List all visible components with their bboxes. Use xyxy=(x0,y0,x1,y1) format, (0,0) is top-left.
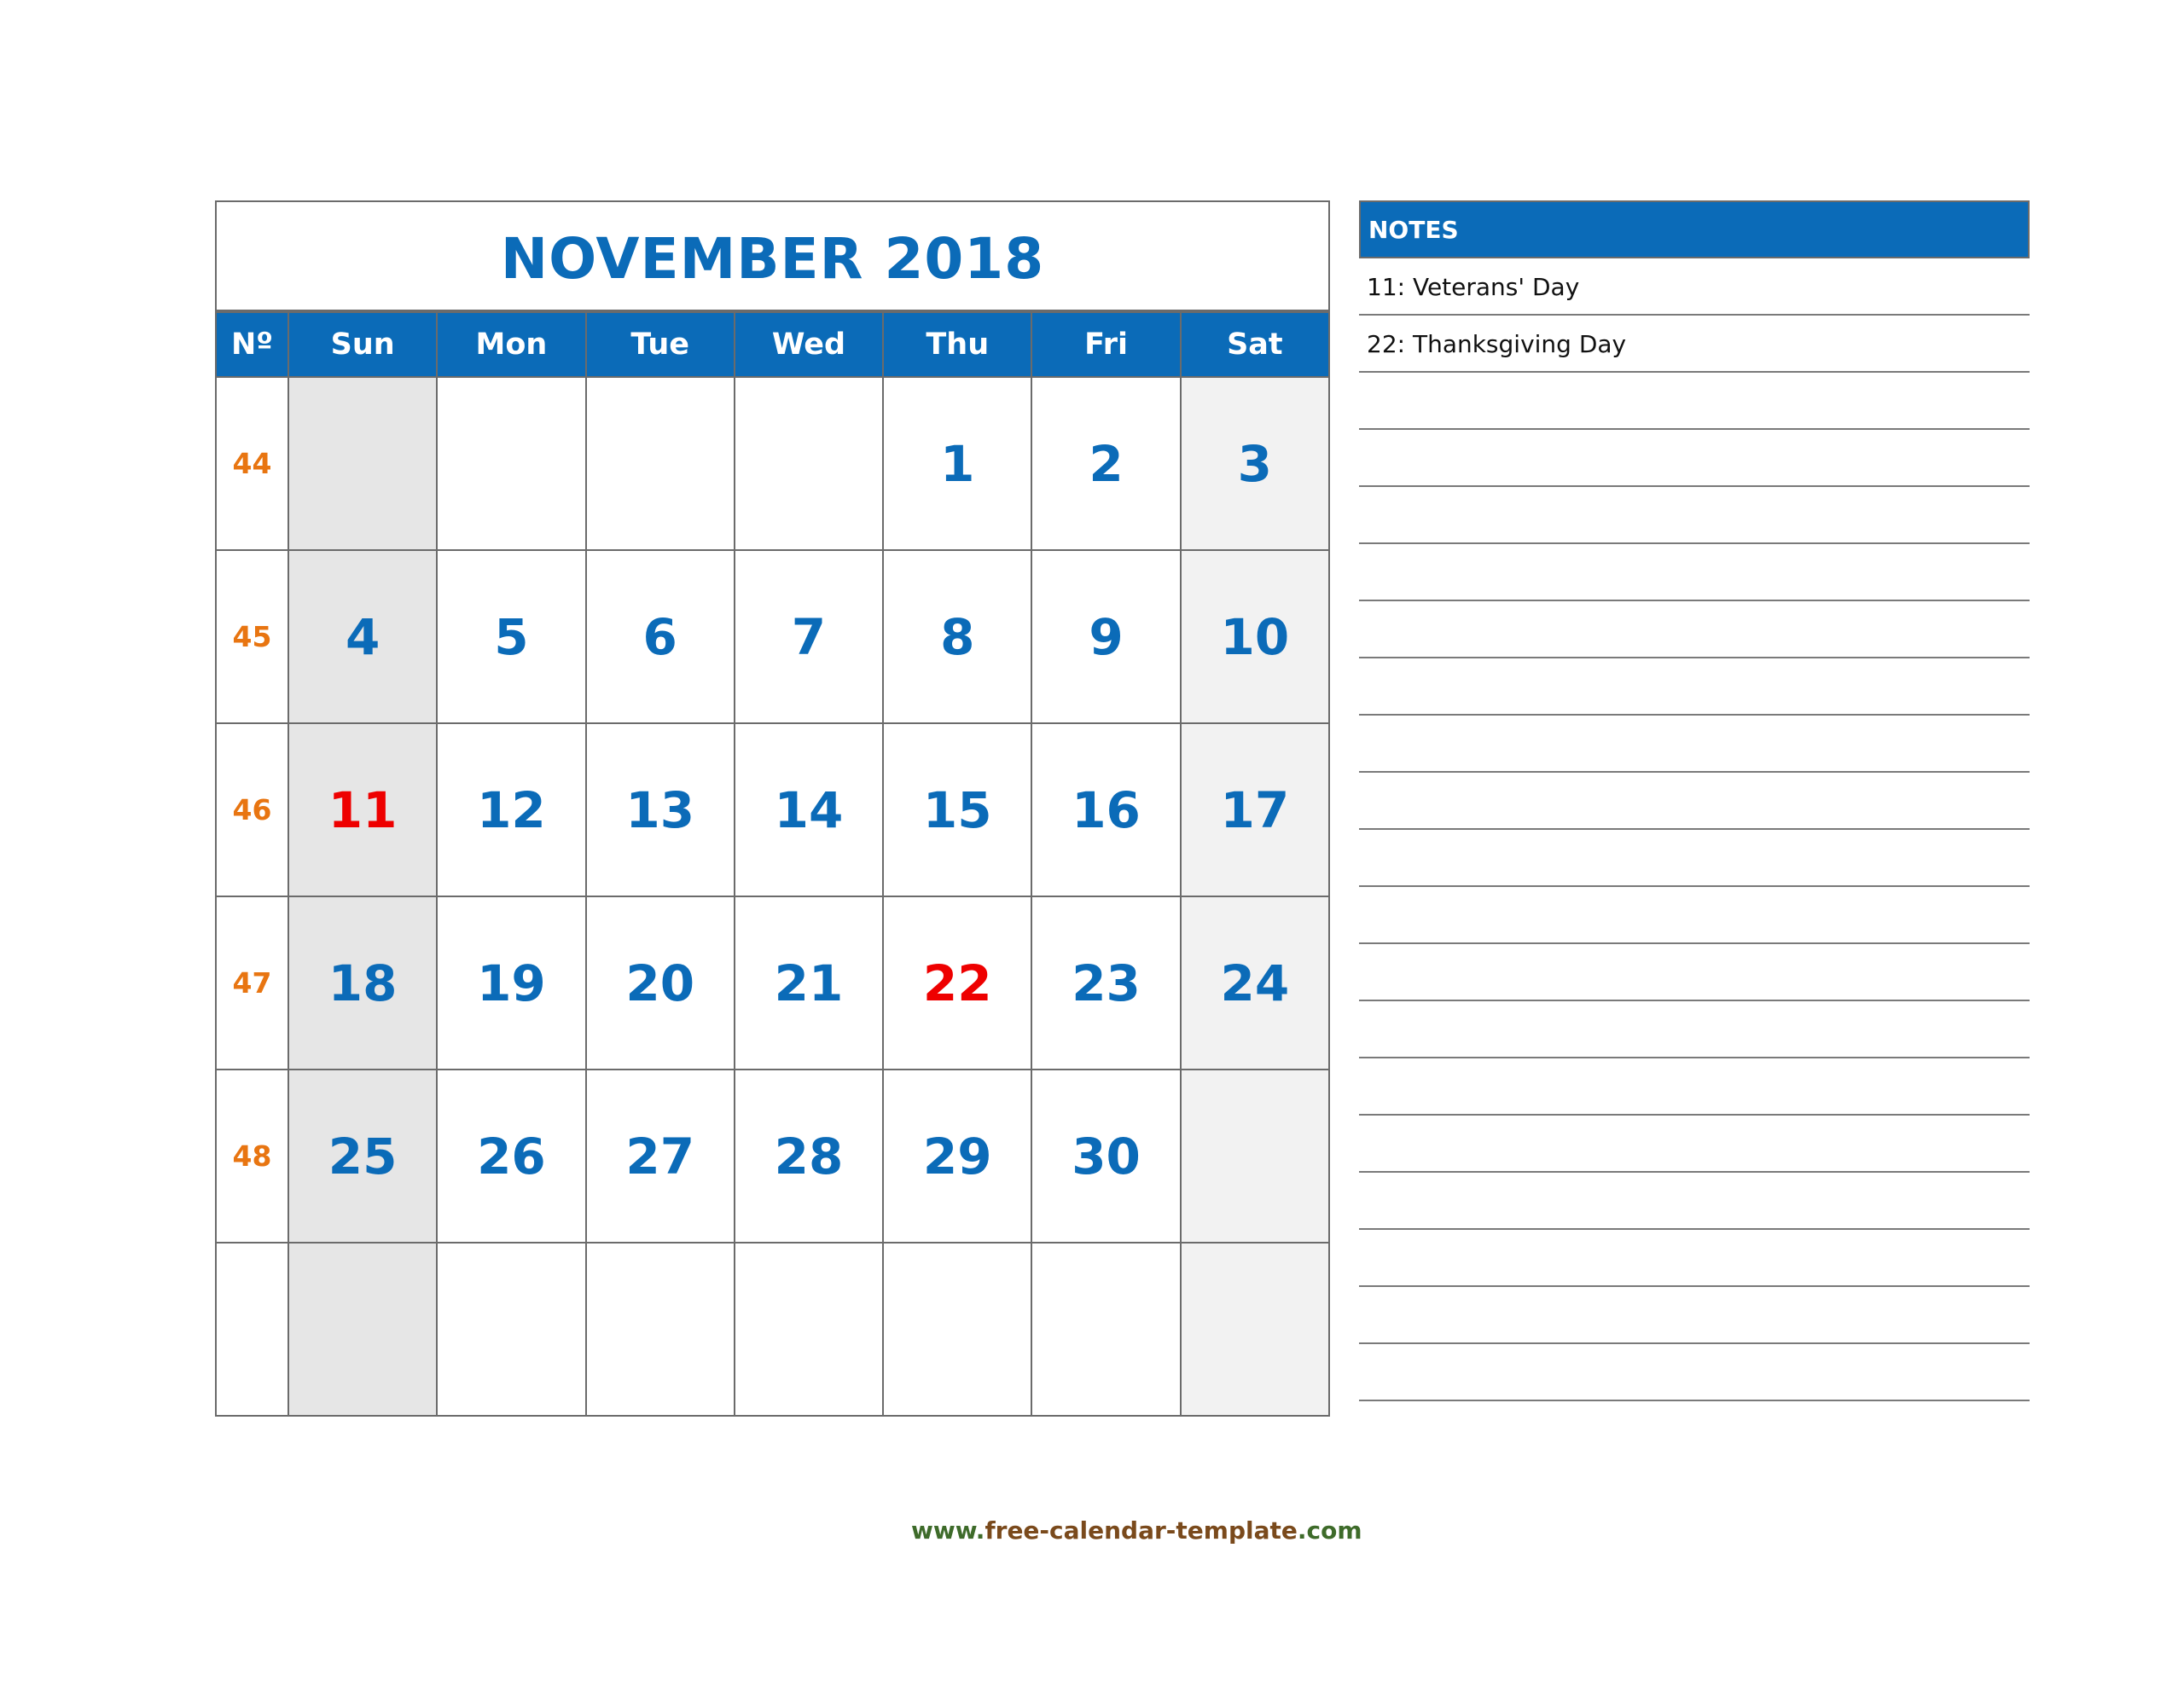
footer-url[interactable] xyxy=(911,1516,1362,1545)
note-line[interactable] xyxy=(1359,773,2030,830)
week-number xyxy=(216,1243,288,1416)
note-line[interactable] xyxy=(1359,1001,2030,1058)
note-line[interactable] xyxy=(1359,1173,2030,1230)
notes-header: NOTES xyxy=(1359,200,2030,258)
day-cell-wed: 21 xyxy=(735,896,883,1070)
day-cell-mon: 19 xyxy=(437,896,585,1070)
day-cell-thu: 22 xyxy=(883,896,1031,1070)
weekday-header-wed: Wed xyxy=(735,311,883,377)
day-cell-tue: 20 xyxy=(586,896,735,1070)
note-line[interactable] xyxy=(1359,944,2030,1001)
day-cell-thu: 8 xyxy=(883,550,1031,723)
day-cell-thu: 1 xyxy=(883,377,1031,550)
week-row xyxy=(216,723,1329,896)
week-number-header: Nº xyxy=(216,311,288,377)
week-row xyxy=(216,550,1329,723)
day-cell-sat: 24 xyxy=(1181,896,1329,1070)
week-number: 47 xyxy=(216,896,288,1070)
footer-url-suffix: .com xyxy=(1297,1516,1362,1545)
footer-url-prefix: www. xyxy=(911,1516,985,1545)
day-cell-mon: 5 xyxy=(437,550,585,723)
notes-lines xyxy=(1359,258,2030,1401)
day-cell-mon xyxy=(437,1243,585,1416)
weekday-header-fri: Fri xyxy=(1031,311,1180,377)
calendar-grid xyxy=(215,310,1330,1417)
day-cell-sat: 17 xyxy=(1181,723,1329,896)
day-cell-fri: 23 xyxy=(1031,896,1180,1070)
note-line[interactable] xyxy=(1359,716,2030,773)
note-line[interactable]: 22: Thanksgiving Day xyxy=(1359,316,2030,373)
note-line[interactable] xyxy=(1359,1116,2030,1173)
day-cell-tue: 13 xyxy=(586,723,735,896)
note-line[interactable] xyxy=(1359,830,2030,887)
month-title: NOVEMBER 2018 xyxy=(500,225,1045,292)
note-line[interactable] xyxy=(1359,1287,2030,1344)
calendar xyxy=(215,200,1330,1412)
note-line[interactable] xyxy=(1359,1344,2030,1401)
week-row xyxy=(216,377,1329,550)
day-cell-sat xyxy=(1181,1243,1329,1416)
day-cell-fri xyxy=(1031,1243,1180,1416)
weekday-header-thu: Thu xyxy=(883,311,1031,377)
note-line[interactable] xyxy=(1359,487,2030,544)
day-cell-wed: 14 xyxy=(735,723,883,896)
day-cell-tue xyxy=(586,1243,735,1416)
day-cell-fri: 9 xyxy=(1031,550,1180,723)
day-cell-sat: 10 xyxy=(1181,550,1329,723)
week-number: 46 xyxy=(216,723,288,896)
day-cell-fri: 2 xyxy=(1031,377,1180,550)
note-line[interactable] xyxy=(1359,373,2030,430)
day-cell-sun xyxy=(288,377,437,550)
day-cell-thu: 15 xyxy=(883,723,1031,896)
day-cell-sat: 3 xyxy=(1181,377,1329,550)
week-row xyxy=(216,896,1329,1070)
week-row xyxy=(216,1070,1329,1243)
day-cell-tue xyxy=(586,377,735,550)
day-cell-wed xyxy=(735,377,883,550)
note-line[interactable] xyxy=(1359,430,2030,487)
week-number: 48 xyxy=(216,1070,288,1243)
note-line[interactable] xyxy=(1359,601,2030,658)
day-cell-wed: 28 xyxy=(735,1070,883,1243)
note-line[interactable] xyxy=(1359,1230,2030,1287)
note-line[interactable] xyxy=(1359,658,2030,716)
day-cell-sun: 11 xyxy=(288,723,437,896)
week-number: 45 xyxy=(216,550,288,723)
day-cell-mon: 26 xyxy=(437,1070,585,1243)
day-cell-fri: 30 xyxy=(1031,1070,1180,1243)
note-line[interactable] xyxy=(1359,1058,2030,1116)
day-cell-thu: 29 xyxy=(883,1070,1031,1243)
day-cell-sat xyxy=(1181,1070,1329,1243)
note-line[interactable]: 11: Veterans' Day xyxy=(1359,258,2030,316)
note-line[interactable] xyxy=(1359,544,2030,601)
weekday-header-sat: Sat xyxy=(1181,311,1329,377)
note-line[interactable] xyxy=(1359,887,2030,944)
week-row xyxy=(216,1243,1329,1416)
calendar-title-box xyxy=(215,200,1330,310)
day-cell-sun: 25 xyxy=(288,1070,437,1243)
weekday-header-mon: Mon xyxy=(437,311,585,377)
day-cell-tue: 27 xyxy=(586,1070,735,1243)
day-cell-wed: 7 xyxy=(735,550,883,723)
notes-panel xyxy=(1359,200,2030,1401)
weekday-header-tue: Tue xyxy=(586,311,735,377)
day-cell-mon xyxy=(437,377,585,550)
day-cell-thu xyxy=(883,1243,1031,1416)
weekday-header-row xyxy=(216,311,1329,377)
footer-url-middle: free-calendar-template xyxy=(985,1516,1298,1545)
weekday-header-sun: Sun xyxy=(288,311,437,377)
day-cell-mon: 12 xyxy=(437,723,585,896)
day-cell-sun: 4 xyxy=(288,550,437,723)
day-cell-tue: 6 xyxy=(586,550,735,723)
day-cell-sun xyxy=(288,1243,437,1416)
day-cell-sun: 18 xyxy=(288,896,437,1070)
week-number: 44 xyxy=(216,377,288,550)
day-cell-wed xyxy=(735,1243,883,1416)
day-cell-fri: 16 xyxy=(1031,723,1180,896)
